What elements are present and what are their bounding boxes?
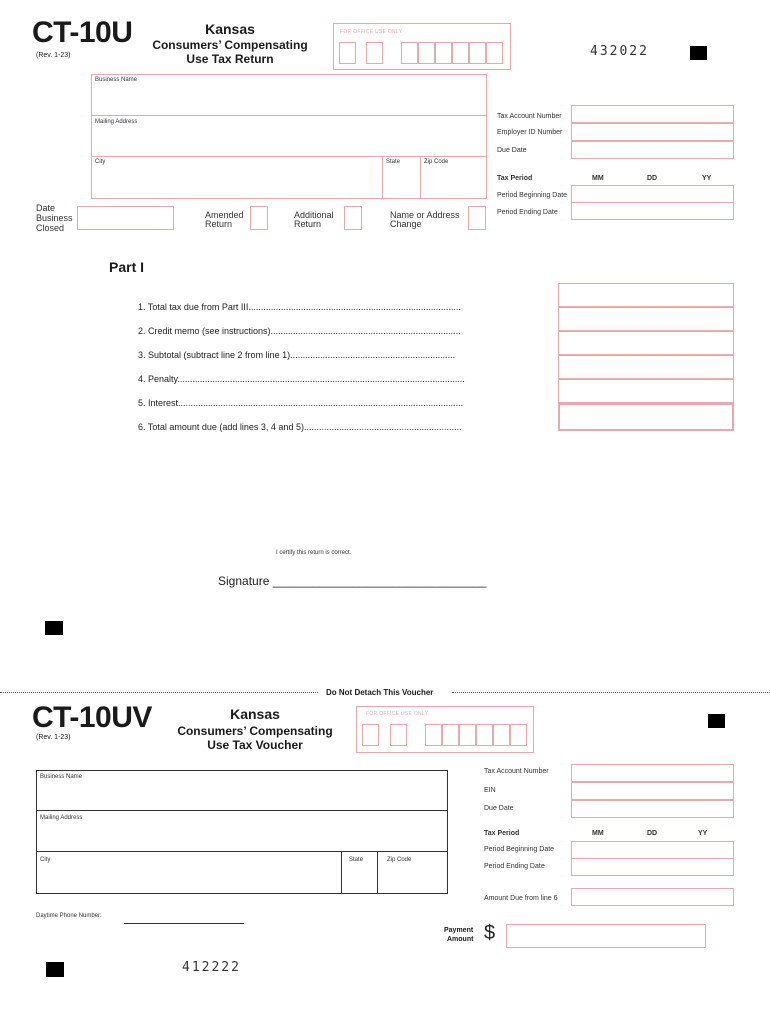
voucher-dd-label: DD	[647, 830, 658, 837]
voucher-mailing-address-label: Mailing Address	[40, 815, 83, 821]
office-box-2	[366, 42, 383, 64]
voucher-ein-label: EIN	[484, 787, 496, 794]
voucher-office-box-6	[476, 724, 493, 746]
voucher-amount-due-label: Amount Due from line 6	[484, 895, 558, 902]
voucher-city-field[interactable]	[36, 851, 342, 894]
office-box-1	[339, 42, 356, 64]
name-change-checkbox[interactable]	[468, 206, 486, 230]
detach-line-left	[0, 692, 318, 693]
line-item-5: 5. Interest..................................................................................................................	[138, 398, 464, 408]
voucher-office-box-5	[459, 724, 476, 746]
date-closed-label-2: Business	[36, 213, 73, 223]
detach-line-right	[452, 692, 770, 693]
voucher-title-state: Kansas	[230, 706, 280, 722]
voucher-yy-label: YY	[698, 830, 708, 837]
line-6-field[interactable]	[558, 403, 734, 431]
line-2-field[interactable]	[558, 307, 734, 331]
amended-checkbox[interactable]	[250, 206, 268, 230]
line-item-6: 6. Total amount due (add lines 3, 4 and 5)...............................................................	[138, 422, 462, 432]
title-line2: Consumers’ Compensating	[152, 38, 308, 52]
city-label: City	[95, 159, 106, 165]
line-4-field[interactable]	[558, 355, 734, 379]
amended-label-2: Return	[205, 219, 233, 229]
date-closed-field[interactable]	[77, 206, 174, 230]
dollar-sign: $	[484, 922, 496, 944]
office-box-4	[418, 42, 435, 64]
voucher-office-box-4	[442, 724, 459, 746]
voucher-period-begin-label: Period Beginning Date	[484, 846, 555, 853]
business-name-label: Business Name	[95, 77, 138, 83]
certify-text: I certify this return is correct.	[276, 550, 352, 556]
period-begin-label: Period Beginning Date	[497, 192, 568, 199]
line-1-field[interactable]	[558, 283, 734, 307]
zip-label: Zip Code	[424, 159, 449, 165]
voucher-form-code: CT-10UV	[32, 701, 152, 734]
registration-mark	[690, 46, 707, 60]
office-box-8	[486, 42, 503, 64]
office-box-6	[452, 42, 469, 64]
voucher-office-use-label: FOR OFFICE USE ONLY	[366, 711, 429, 717]
amended-label-1: Amended	[205, 210, 244, 220]
name-change-label-1: Name or Address	[390, 210, 460, 220]
voucher-due-date-label: Due Date	[484, 805, 514, 812]
line-5-field[interactable]	[558, 379, 734, 403]
voucher-office-box-7	[493, 724, 510, 746]
state-label: State	[386, 159, 401, 165]
voucher-zip-label: Zip Code	[387, 857, 412, 863]
voucher-mailing-address-field[interactable]	[36, 810, 448, 852]
voucher-period-end-label: Period Ending Date	[484, 863, 545, 870]
voucher-office-box-3	[425, 724, 442, 746]
signature-line[interactable]: Signature ________________________________	[218, 574, 487, 588]
ein-field[interactable]	[571, 123, 734, 141]
line-item-3: 3. Subtotal (subtract line 2 from line 1)..................................................................	[138, 350, 456, 360]
voucher-ein-field[interactable]	[571, 782, 734, 800]
yy-label: YY	[702, 175, 712, 182]
due-date-field[interactable]	[571, 141, 734, 159]
dd-label: DD	[647, 175, 658, 182]
office-box-3	[401, 42, 418, 64]
tax-period-label: Tax Period	[497, 175, 533, 182]
voucher-title-line2: Consumers’ Compensating	[177, 724, 333, 738]
registration-mark	[45, 621, 63, 635]
title-line3: Use Tax Return	[186, 52, 274, 66]
voucher-mm-label: MM	[592, 830, 604, 837]
voucher-business-name-label: Business Name	[40, 774, 83, 780]
payment-label-2: Amount	[447, 936, 474, 943]
line-3-field[interactable]	[558, 331, 734, 355]
voucher-phone-line[interactable]	[124, 923, 244, 924]
additional-label-2: Return	[294, 219, 322, 229]
tax-account-field[interactable]	[571, 105, 734, 123]
mm-label: MM	[592, 175, 604, 182]
voucher-tax-account-field[interactable]	[571, 764, 734, 782]
voucher-registration-mark	[708, 714, 725, 728]
revision-date: (Rev. 1-23)	[36, 52, 71, 59]
voucher-period-end-field[interactable]	[571, 858, 734, 876]
voucher-ocr-number: 412222	[182, 960, 241, 975]
voucher-bottom-registration-mark	[46, 962, 64, 977]
line-item-4: 4. Penalty...................................................................................................................	[138, 374, 465, 384]
tax-account-label: Tax Account Number	[497, 113, 562, 120]
part-title: Part I	[109, 259, 145, 275]
additional-label-1: Additional	[294, 210, 334, 220]
payment-label-1: Payment	[444, 927, 474, 934]
line-item-2: 2. Credit memo (see instructions)............................................................................	[138, 326, 461, 336]
voucher-phone-label: Daytime Phone Number:	[36, 913, 102, 919]
voucher-title-line3: Use Tax Voucher	[207, 738, 303, 752]
voucher-office-box-1	[362, 724, 379, 746]
detach-label: Do Not Detach This Voucher	[326, 688, 434, 697]
period-end-field[interactable]	[571, 202, 734, 220]
due-date-label: Due Date	[497, 147, 527, 154]
voucher-due-date-field[interactable]	[571, 800, 734, 818]
ocr-number: 432022	[590, 44, 649, 59]
office-use-label: FOR OFFICE USE ONLY	[340, 29, 403, 35]
city-field[interactable]	[91, 156, 383, 199]
voucher-state-label: State	[349, 857, 364, 863]
business-name-field[interactable]	[91, 74, 487, 116]
date-closed-label-3: Closed	[36, 223, 65, 233]
name-change-label-2: Change	[390, 219, 422, 229]
voucher-business-name-field[interactable]	[36, 770, 448, 811]
date-closed-label-1: Date	[36, 203, 56, 213]
mailing-address-field[interactable]	[91, 115, 487, 157]
office-box-5	[435, 42, 452, 64]
period-begin-field[interactable]	[571, 185, 734, 203]
period-end-label: Period Ending Date	[497, 209, 558, 216]
office-box-7	[469, 42, 486, 64]
voucher-tax-account-label: Tax Account Number	[484, 768, 549, 775]
mailing-address-label: Mailing Address	[95, 119, 138, 125]
payment-amount-field[interactable]	[506, 924, 706, 948]
voucher-office-box-8	[510, 724, 527, 746]
line-item-1: 1. Total tax due from Part III.....................................................................................	[138, 302, 461, 312]
additional-checkbox[interactable]	[344, 206, 362, 230]
voucher-period-begin-field[interactable]	[571, 841, 734, 859]
title-state: Kansas	[205, 21, 255, 37]
voucher-revision-date: (Rev. 1-23)	[36, 734, 71, 741]
voucher-amount-due-field[interactable]	[571, 888, 734, 906]
voucher-tax-period-label: Tax Period	[484, 830, 520, 837]
voucher-city-label: City	[40, 857, 51, 863]
voucher-office-box-2	[390, 724, 407, 746]
form-code: CT-10U	[32, 16, 133, 49]
ein-label: Employer ID Number	[497, 129, 563, 136]
